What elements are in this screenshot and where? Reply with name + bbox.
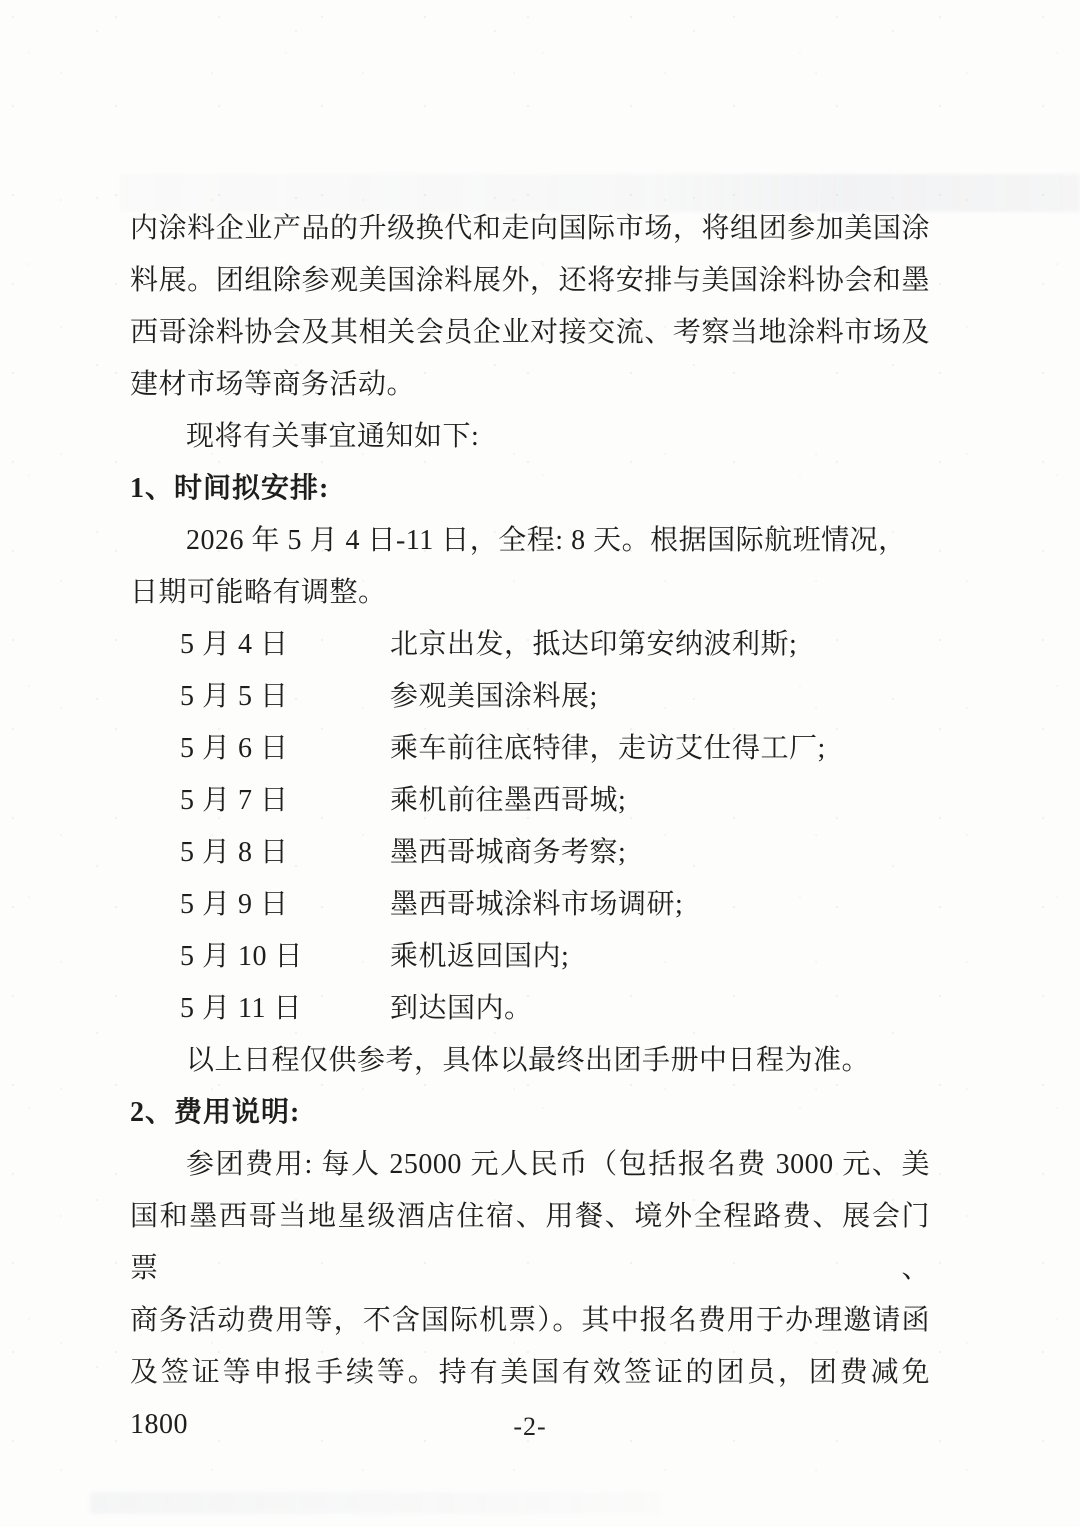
itinerary-date: 5 月 8 日: [180, 837, 289, 868]
itinerary-row: [130, 931, 930, 983]
notice-line: 现将有关事宜通知如下:: [186, 421, 480, 452]
intro-paragraph: [130, 203, 930, 411]
itinerary-activity: 参观美国涂料展;: [390, 681, 598, 712]
scan-artifact-band-bottom: [90, 1492, 660, 1514]
page-number: -2-: [513, 1412, 547, 1441]
text-line: 参团费用: 每人 25000 元人民币（包括报名费 3000 元、美: [186, 1149, 930, 1180]
document-body: [130, 203, 930, 1451]
section2-heading: 2、费用说明:: [130, 1097, 301, 1128]
itinerary-activity: 墨西哥城涂料市场调研;: [390, 889, 684, 920]
text-line: 建材市场等商务活动。: [130, 369, 416, 400]
itinerary-row: [130, 983, 930, 1035]
text-line: 及签证等申报手续等。持有美国有效签证的团员，团费减免 1800: [130, 1357, 930, 1440]
schedule-intro: [130, 515, 930, 619]
fee-paragraph: [130, 1139, 930, 1451]
text-line: 料展。团组除参观美国涂料展外，还将安排与美国涂料协会和墨: [130, 265, 930, 296]
itinerary-row: [130, 879, 930, 931]
itinerary-activity: 乘机返回国内;: [390, 941, 570, 972]
itinerary-row: [130, 827, 930, 879]
text-line: 日期可能略有调整。: [130, 577, 387, 608]
text-line: 国和墨西哥当地星级酒店住宿、用餐、境外全程路费、展会门票、: [130, 1201, 930, 1284]
itinerary-row: [130, 723, 930, 775]
itinerary-date: 5 月 7 日: [180, 785, 289, 816]
itinerary-row: [130, 619, 930, 671]
itinerary-date: 5 月 6 日: [180, 733, 289, 764]
itinerary-date: 5 月 11 日: [180, 993, 302, 1024]
text-line: 西哥涂料协会及其相关会员企业对接交流、考察当地涂料市场及: [130, 317, 930, 348]
itinerary-activity: 乘车前往底特律，走访艾仕得工厂;: [390, 733, 826, 764]
itinerary-list: [130, 619, 930, 1035]
itinerary-activity: 乘机前往墨西哥城;: [390, 785, 627, 816]
itinerary-activity: 墨西哥城商务考察;: [390, 837, 627, 868]
itinerary-row: [130, 775, 930, 827]
section1-heading: 1、时间拟安排:: [130, 473, 330, 504]
itinerary-activity: 北京出发，抵达印第安纳波利斯;: [390, 629, 798, 660]
text-line: 2026 年 5 月 4 日-11 日，全程: 8 天。根据国际航班情况，: [186, 525, 907, 556]
itinerary-activity: 到达国内。: [390, 993, 533, 1024]
itinerary-date: 5 月 4 日: [180, 629, 289, 660]
itinerary-date: 5 月 10 日: [180, 941, 304, 972]
itinerary-row: [130, 671, 930, 723]
itinerary-date: 5 月 5 日: [180, 681, 289, 712]
itinerary-disclaimer: 以上日程仅供参考，具体以最终出团手册中日程为准。: [186, 1045, 871, 1076]
text-line: 商务活动费用等，不含国际机票）。其中报名费用于办理邀请函: [130, 1305, 930, 1336]
text-line: 内涂料企业产品的升级换代和走向国际市场，将组团参加美国涂: [130, 213, 930, 244]
itinerary-date: 5 月 9 日: [180, 889, 289, 920]
